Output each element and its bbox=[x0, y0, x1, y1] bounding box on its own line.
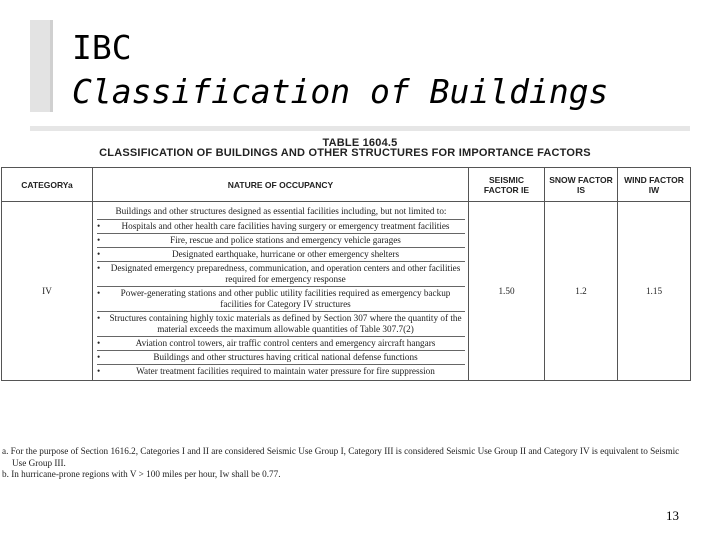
list-item: • Fire, rescue and police stations and emergency vehicle garages bbox=[97, 233, 465, 247]
footnote-b: b. In hurricane-prone regions with V > 100 miles per hour, Iw shall be 0.77. bbox=[2, 469, 281, 479]
classification-table bbox=[1, 167, 691, 381]
footnote-a: a. For the purpose of Section 1616.2, Categories I and II are considered Seismic Use Group I, Category III is considered Seismic Use Group II and Category IV is equivalent to Seismic Use Group III. bbox=[2, 446, 680, 468]
cell-category: IV bbox=[2, 202, 93, 381]
occupancy-list bbox=[97, 219, 465, 378]
list-item: • Power-generating stations and other public utility facilities required as emergency backup facilities for Category IV structures bbox=[97, 286, 465, 311]
cell-snow: 1.2 bbox=[545, 202, 618, 381]
list-item: • Water treatment facilities required to maintain water pressure for fire suppression bbox=[97, 364, 465, 378]
table-header-row bbox=[2, 168, 691, 202]
header-seismic: SEISMIC FACTOR IE bbox=[469, 168, 545, 202]
table-caption: CLASSIFICATION OF BUILDINGS AND OTHER STRUCTURES FOR IMPORTANCE FACTORS bbox=[99, 147, 591, 159]
page-number: 13 bbox=[666, 508, 679, 523]
nature-intro: Buildings and other structures designed as essential facilities including, but not limited to: bbox=[115, 206, 447, 216]
header-snow: SNOW FACTOR IS bbox=[545, 168, 618, 202]
list-item: • Buildings and other structures having critical national defense functions bbox=[97, 350, 465, 364]
ibc-table-figure bbox=[0, 138, 690, 490]
header-nature: NATURE OF OCCUPANCY bbox=[93, 168, 469, 202]
list-item: • Aviation control towers, air traffic control centers and emergency aircraft hangars bbox=[97, 336, 465, 350]
table-number: TABLE 1604.5 bbox=[322, 137, 398, 149]
list-item: • Hospitals and other health care facilities having surgery or emergency treatment facilities bbox=[97, 219, 465, 233]
table-row bbox=[2, 202, 691, 381]
list-item: • Structures containing highly toxic materials as defined by Section 307 where the quantity of the material exceeds the maximum allowable quantities of Table 307.7(2) bbox=[97, 311, 465, 336]
table-footnotes bbox=[2, 446, 688, 481]
title-line-1: IBC bbox=[72, 28, 132, 67]
list-item: • Designated emergency preparedness, communication, and operation centers and other facilities required for emergency response bbox=[97, 261, 465, 286]
title-line-2: Classification of Buildings bbox=[72, 72, 609, 111]
header-category: CATEGORYa bbox=[2, 168, 93, 202]
cell-nature bbox=[93, 202, 469, 381]
decorative-divider bbox=[30, 126, 690, 131]
list-item: • Designated earthquake, hurricane or other emergency shelters bbox=[97, 247, 465, 261]
cell-wind: 1.15 bbox=[618, 202, 691, 381]
cell-seismic: 1.50 bbox=[469, 202, 545, 381]
slide-title bbox=[72, 26, 608, 114]
decorative-side-bar bbox=[30, 20, 53, 112]
header-wind: WIND FACTOR IW bbox=[618, 168, 691, 202]
table-heading bbox=[0, 138, 690, 158]
